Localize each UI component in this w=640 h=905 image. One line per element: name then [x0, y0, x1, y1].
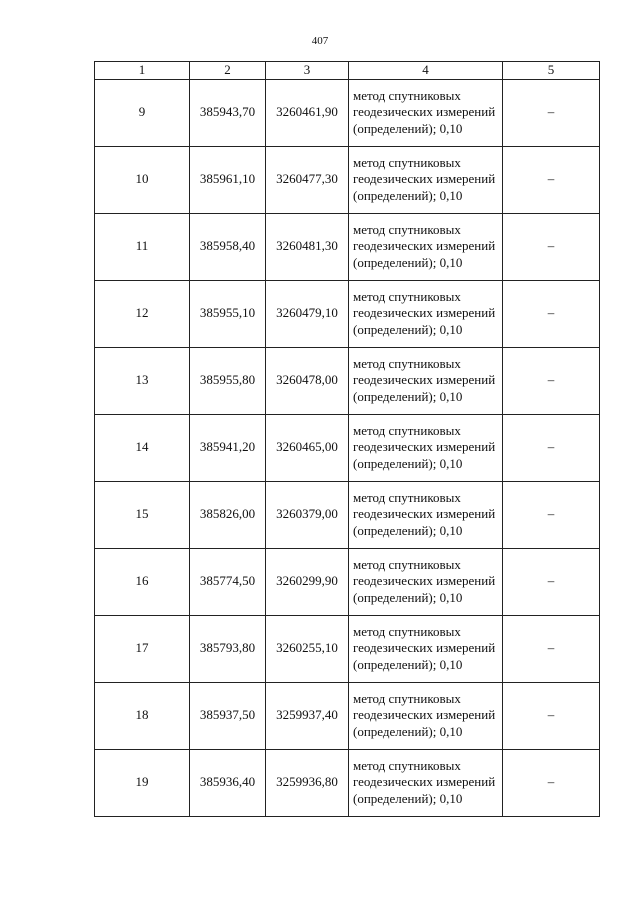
coordinates-table — [94, 61, 600, 817]
coordinate-y: 3260255,10 — [266, 615, 349, 682]
note-cell: – — [503, 146, 600, 213]
header-col-3: 3 — [266, 62, 349, 80]
point-number: 10 — [95, 146, 190, 213]
header-col-2: 2 — [190, 62, 266, 80]
coordinate-y: 3260461,90 — [266, 79, 349, 146]
table-row — [95, 213, 600, 280]
point-number: 18 — [95, 682, 190, 749]
method-accuracy: метод спутниковых геодезических измерений (определений); 0,10 — [349, 146, 503, 213]
table-row — [95, 481, 600, 548]
table-row — [95, 79, 600, 146]
table-row — [95, 146, 600, 213]
coordinate-y: 3260479,10 — [266, 280, 349, 347]
note-cell: – — [503, 79, 600, 146]
coordinate-y: 3260379,00 — [266, 481, 349, 548]
point-number: 11 — [95, 213, 190, 280]
coordinate-x: 385826,00 — [190, 481, 266, 548]
coordinate-y: 3260299,90 — [266, 548, 349, 615]
point-number: 12 — [95, 280, 190, 347]
table-row — [95, 682, 600, 749]
point-number: 16 — [95, 548, 190, 615]
method-accuracy: метод спутниковых геодезических измерений (определений); 0,10 — [349, 749, 503, 816]
coordinate-x: 385955,10 — [190, 280, 266, 347]
note-cell: – — [503, 749, 600, 816]
coordinate-x: 385774,50 — [190, 548, 266, 615]
table-row — [95, 414, 600, 481]
coordinate-x: 385943,70 — [190, 79, 266, 146]
coordinate-x: 385955,80 — [190, 347, 266, 414]
header-col-5: 5 — [503, 62, 600, 80]
method-accuracy: метод спутниковых геодезических измерений (определений); 0,10 — [349, 280, 503, 347]
table-row — [95, 548, 600, 615]
header-col-4: 4 — [349, 62, 503, 80]
table-row — [95, 347, 600, 414]
note-cell: – — [503, 548, 600, 615]
note-cell: – — [503, 213, 600, 280]
page-number: 407 — [311, 35, 329, 47]
method-accuracy: метод спутниковых геодезических измерений (определений); 0,10 — [349, 548, 503, 615]
note-cell: – — [503, 615, 600, 682]
coordinate-x: 385961,10 — [190, 146, 266, 213]
coordinate-y: 3260465,00 — [266, 414, 349, 481]
method-accuracy: метод спутниковых геодезических измерений (определений); 0,10 — [349, 347, 503, 414]
coordinate-y: 3259936,80 — [266, 749, 349, 816]
table-row — [95, 615, 600, 682]
point-number: 9 — [95, 79, 190, 146]
header-row — [95, 62, 600, 80]
method-accuracy: метод спутниковых геодезических измерений (определений); 0,10 — [349, 481, 503, 548]
method-accuracy: метод спутниковых геодезических измерений (определений); 0,10 — [349, 682, 503, 749]
note-cell: – — [503, 347, 600, 414]
point-number: 15 — [95, 481, 190, 548]
point-number: 14 — [95, 414, 190, 481]
point-number: 13 — [95, 347, 190, 414]
coordinate-x: 385958,40 — [190, 213, 266, 280]
coordinate-y: 3259937,40 — [266, 682, 349, 749]
note-cell: – — [503, 481, 600, 548]
method-accuracy: метод спутниковых геодезических измерений (определений); 0,10 — [349, 213, 503, 280]
table-header — [95, 62, 600, 80]
coordinate-x: 385793,80 — [190, 615, 266, 682]
method-accuracy: метод спутниковых геодезических измерений (определений); 0,10 — [349, 79, 503, 146]
note-cell: – — [503, 682, 600, 749]
method-accuracy: метод спутниковых геодезических измерений (определений); 0,10 — [349, 414, 503, 481]
table-row — [95, 749, 600, 816]
table-body — [95, 79, 600, 816]
method-accuracy: метод спутниковых геодезических измерений (определений); 0,10 — [349, 615, 503, 682]
point-number: 17 — [95, 615, 190, 682]
header-col-1: 1 — [95, 62, 190, 80]
coordinate-y: 3260478,00 — [266, 347, 349, 414]
coordinate-x: 385941,20 — [190, 414, 266, 481]
coordinate-y: 3260481,30 — [266, 213, 349, 280]
coordinate-x: 385936,40 — [190, 749, 266, 816]
note-cell: – — [503, 414, 600, 481]
point-number: 19 — [95, 749, 190, 816]
coordinate-x: 385937,50 — [190, 682, 266, 749]
table-row — [95, 280, 600, 347]
note-cell: – — [503, 280, 600, 347]
coordinate-y: 3260477,30 — [266, 146, 349, 213]
